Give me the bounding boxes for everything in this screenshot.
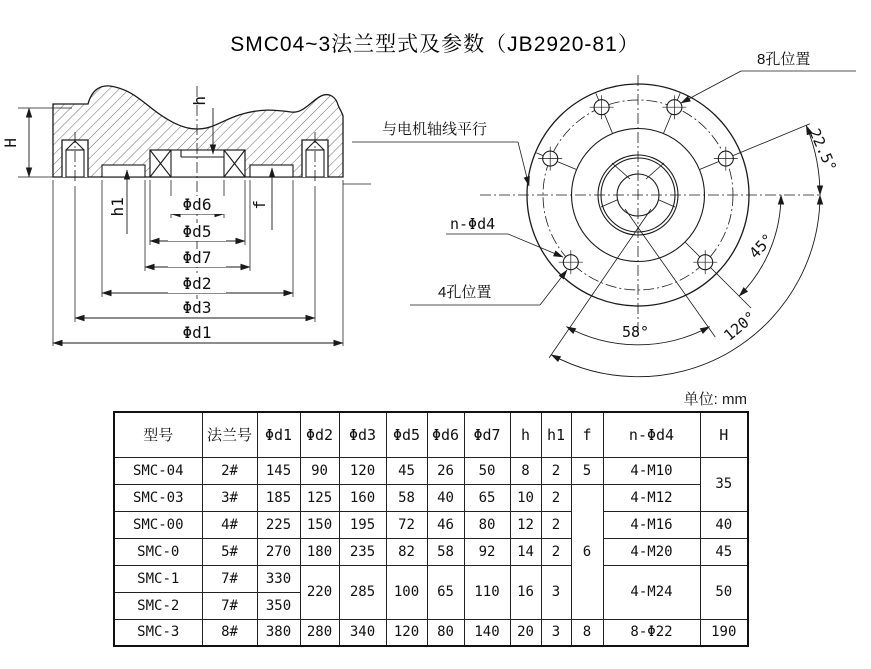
table-cell: 120 (386, 619, 427, 646)
table-cell: 330 (257, 565, 300, 592)
table-cell: 5 (571, 457, 603, 484)
table-cell: 235 (339, 538, 386, 565)
table-cell: SMC-1 (114, 565, 202, 592)
angle-label-120: 120° (720, 307, 760, 345)
table-cell: 120 (339, 457, 386, 484)
table-cell: 2# (202, 457, 257, 484)
table-header-cell: 型号 (114, 412, 202, 457)
table-cell: 190 (700, 619, 748, 646)
table-cell: 3# (202, 484, 257, 511)
table-row (114, 457, 748, 484)
table-cell: 16 (510, 565, 541, 619)
table-cell: 225 (257, 511, 300, 538)
table-row (114, 619, 748, 646)
table-cell: 185 (257, 484, 300, 511)
table-cell: SMC-04 (114, 457, 202, 484)
table-header-cell: Φd1 (257, 412, 300, 457)
angle-label-58: 58° (622, 323, 650, 341)
table-cell: 350 (257, 592, 300, 619)
table-cell: 8-Φ22 (603, 619, 700, 646)
table-cell: 6 (571, 484, 603, 619)
table-cell: 46 (427, 511, 464, 538)
table-cell: 125 (300, 484, 339, 511)
dim-label-H: H (1, 137, 21, 148)
table-cell: 2 (541, 511, 571, 538)
dim-label-h: h (190, 95, 210, 106)
label-8-holes: 8孔位置 (757, 51, 811, 68)
table-cell: 4-M12 (603, 484, 700, 511)
table-cell: 40 (427, 484, 464, 511)
table-cell: 270 (257, 538, 300, 565)
table-cell: 14 (510, 538, 541, 565)
table-cell: 12 (510, 511, 541, 538)
table-cell: 110 (464, 565, 510, 619)
table-row (114, 565, 748, 592)
label-4-holes: 4孔位置 (438, 284, 492, 301)
table-cell: 195 (339, 511, 386, 538)
table-cell: 45 (700, 538, 748, 565)
table-cell: 2 (541, 457, 571, 484)
parameter-table (113, 411, 749, 647)
table-cell: 220 (300, 565, 339, 619)
table-header-cell: Φd3 (339, 412, 386, 457)
table-cell: 7# (202, 565, 257, 592)
table-cell: 8 (510, 457, 541, 484)
table-cell: 4-M16 (603, 511, 700, 538)
table-cell: 92 (464, 538, 510, 565)
table-cell: 58 (427, 538, 464, 565)
table-body (114, 457, 748, 646)
label-parallel-axis: 与电机轴线平行 (382, 121, 488, 138)
table-cell: 3 (541, 619, 571, 646)
label-n-d4: n-Φd4 (450, 215, 496, 233)
angle-label-45: 45° (745, 230, 778, 263)
table-cell: 45 (386, 457, 427, 484)
table-cell: 40 (700, 511, 748, 538)
table-header-cell: h (510, 412, 541, 457)
table-cell: 4-M10 (603, 457, 700, 484)
table-cell: 145 (257, 457, 300, 484)
table-cell: SMC-2 (114, 592, 202, 619)
angle-label-22-5: 22.5° (805, 125, 841, 175)
table-header-cell: Φd6 (427, 412, 464, 457)
dim-label-d6: Φd6 (168, 196, 226, 214)
table-cell: 4# (202, 511, 257, 538)
table-cell: 2 (541, 484, 571, 511)
table-cell: 285 (339, 565, 386, 619)
unit-note: 单位: mm (683, 391, 747, 408)
table-cell: 80 (464, 511, 510, 538)
table-row (114, 484, 748, 511)
table-cell: 35 (700, 457, 748, 511)
page-title: SMC04~3法兰型式及参数（JB2920-81） (230, 33, 640, 56)
table-cell: 10 (510, 484, 541, 511)
table-cell: 180 (300, 538, 339, 565)
table-cell: 50 (700, 565, 748, 619)
table-header-row (114, 412, 748, 457)
table-cell: 3 (541, 565, 571, 619)
table-cell: 20 (510, 619, 541, 646)
table-cell: 50 (464, 457, 510, 484)
table-cell: SMC-03 (114, 484, 202, 511)
table-cell: 65 (427, 565, 464, 619)
table-cell: 340 (339, 619, 386, 646)
table-cell: 58 (386, 484, 427, 511)
table-cell: 280 (300, 619, 339, 646)
table-header-cell: Φd7 (464, 412, 510, 457)
table-cell: SMC-00 (114, 511, 202, 538)
dim-label-d1: Φd1 (168, 324, 226, 342)
table-header-cell: 法兰号 (202, 412, 257, 457)
table-cell: 65 (464, 484, 510, 511)
dim-label-d5: Φd5 (168, 223, 226, 241)
table-cell: 7# (202, 592, 257, 619)
table-cell: 72 (386, 511, 427, 538)
table-cell: 2 (541, 538, 571, 565)
table-row (114, 511, 748, 538)
table-cell: SMC-0 (114, 538, 202, 565)
table-header-cell: Φd2 (300, 412, 339, 457)
dim-label-d7: Φd7 (168, 249, 226, 267)
table-cell: 8 (571, 619, 603, 646)
table-header-cell: h1 (541, 412, 571, 457)
table-cell: 5# (202, 538, 257, 565)
table-cell: 90 (300, 457, 339, 484)
table-cell: 160 (339, 484, 386, 511)
table-cell: 4-M24 (603, 565, 700, 619)
table-cell: 150 (300, 511, 339, 538)
table-header-cell: f (571, 412, 603, 457)
table-header-cell: n-Φd4 (603, 412, 700, 457)
table-cell: 100 (386, 565, 427, 619)
dim-label-d2: Φd2 (168, 275, 226, 293)
table-cell: 80 (427, 619, 464, 646)
table-cell: 380 (257, 619, 300, 646)
dim-label-d3: Φd3 (168, 299, 226, 317)
table-cell: 8# (202, 619, 257, 646)
table-header-cell: Φd5 (386, 412, 427, 457)
dim-label-f: f (250, 199, 270, 210)
table-cell: SMC-3 (114, 619, 202, 646)
table-cell: 4-M20 (603, 538, 700, 565)
dim-label-h1: h1 (108, 197, 128, 217)
table-cell: 26 (427, 457, 464, 484)
table-row (114, 538, 748, 565)
table-cell: 140 (464, 619, 510, 646)
table-cell: 82 (386, 538, 427, 565)
table-header-cell: H (700, 412, 748, 457)
